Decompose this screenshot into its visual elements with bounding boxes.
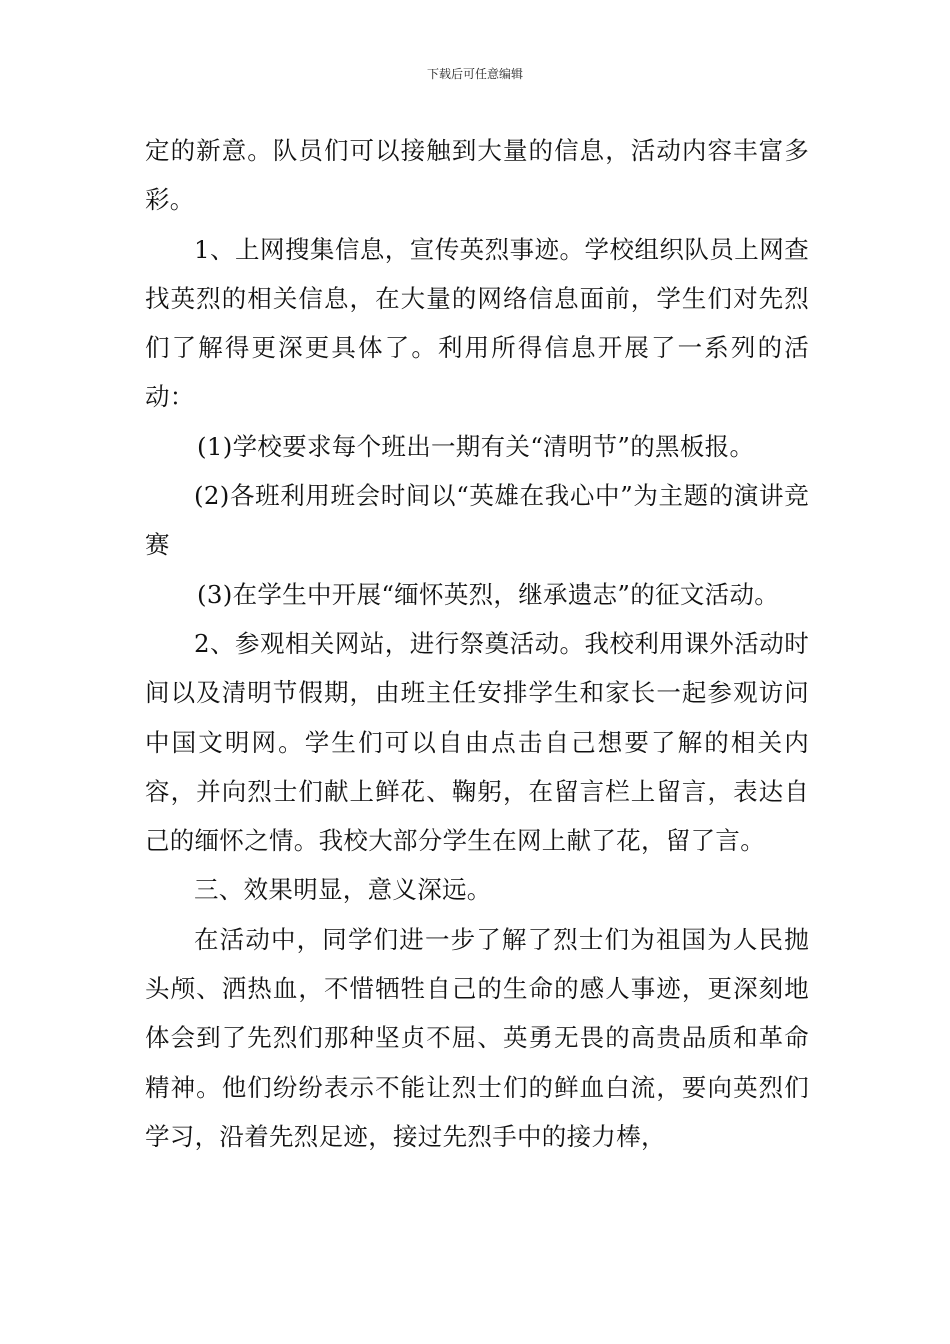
paragraph-2: 1、上网搜集信息，宣传英烈事迹。学校组织队员上网查找英烈的相关信息，在大量的网络信息面前，学生们对先烈们了解得更深更具体了。利用所得信息开展了一系列的活动： — [145, 234, 809, 412]
document-body — [145, 126, 809, 1161]
paragraph-7: 三、效果明显，意义深远。 — [194, 875, 492, 905]
page-header: 下载后可任意编辑 — [426, 67, 523, 81]
paragraph-4: (2)各班利用班会时间以“英雄在我心中”为主题的演讲竞赛 — [145, 481, 809, 560]
paragraph-5: (3)在学生中开展“缅怀英烈，继承遗志”的征文活动。 — [197, 579, 780, 609]
paragraph-3: (1)学校要求每个班出一期有关“清明节”的黑板报。 — [197, 431, 755, 461]
paragraph-6: 2、参观相关网站，进行祭奠活动。我校利用课外活动时间以及清明节假期，由班主任安排学生和家长一起参观访问中国文明网。学生们可以自由点击自己想要了解的相关内容，并向烈士们献上鲜花、鞠躬，在留言栏上留言，表达自己的缅怀之情。我校大部分学生在网上献了花，留了言。 — [145, 628, 809, 856]
paragraph-1: 定的新意。队员们可以接触到大量的信息，活动内容丰富多彩。 — [145, 136, 809, 215]
paragraph-8: 在活动中，同学们进一步了解了烈士们为祖国为人民抛头颅、洒热血，不惜牺牲自己的生命的感人事迹，更深刻地体会到了先烈们那种坚贞不屈、英勇无畏的高贵品质和革命精神。他们纷纷表示不能让烈士们的鲜血白流，要向英烈们学习，沿着先烈足迹，接过先烈手中的接力棒， — [145, 924, 809, 1151]
